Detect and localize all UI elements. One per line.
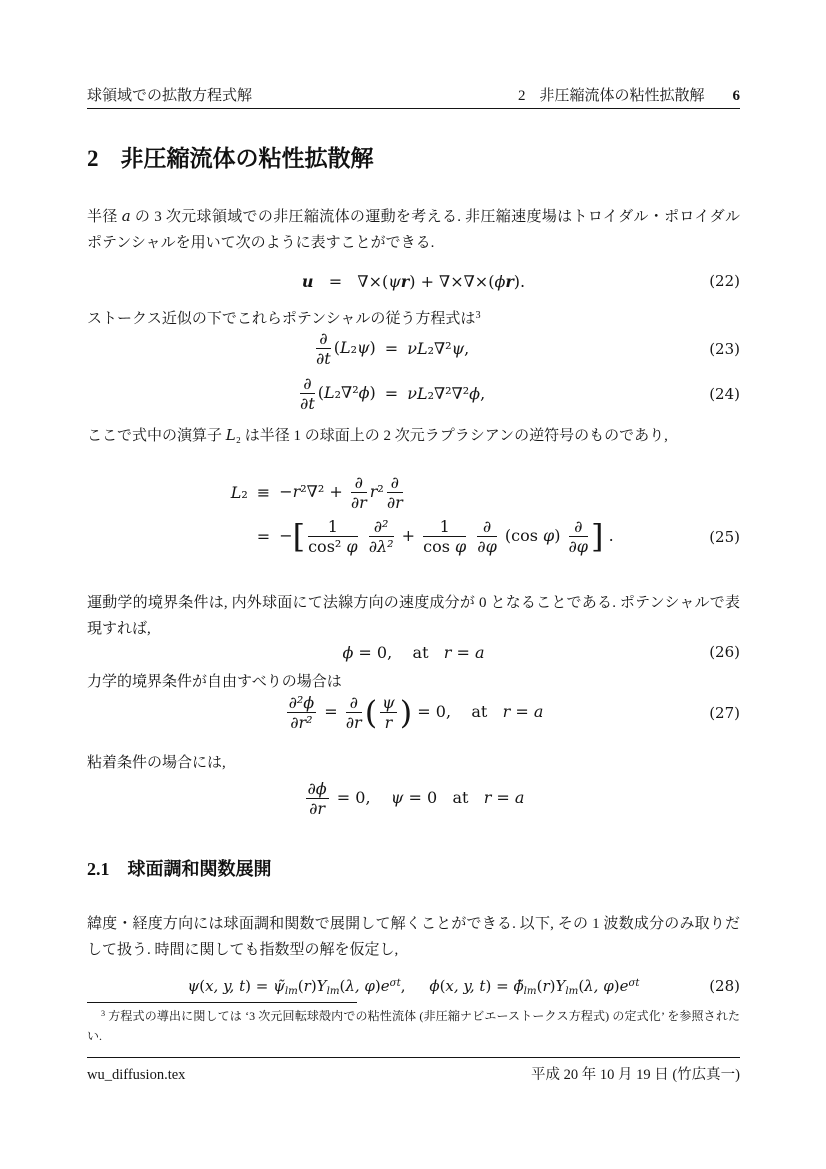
- section-2-1-number: 2.1: [87, 859, 110, 879]
- equation-26-body: ϕ = 0, at r = a: [342, 643, 485, 662]
- equation-noslip-body: $\frac{\partial\phi}{\partial r}$ = 0, ψ = 0 at r = a: [307, 779, 525, 818]
- equation-28-number: (28): [709, 976, 740, 995]
- equation-24-rhs: νL₂∇²∇²ϕ,: [407, 384, 486, 403]
- footer-rule: [87, 1057, 740, 1058]
- paragraph-intro: 半径 a の 3 次元球領域での非圧縮流体の運動を考える. 非圧縮速度場はトロイダル・ポロイダルポテンシャルを用いて次のように表すことができる.: [87, 207, 740, 251]
- equation-27-number: (27): [709, 703, 740, 722]
- equation-23: [87, 330, 740, 367]
- equation-noslip-conditions: [87, 780, 740, 817]
- footer-filename: wu_diffusion.tex: [87, 1067, 186, 1083]
- page-header: [87, 84, 740, 105]
- equation-25-lhs: L₂: [230, 483, 248, 502]
- equation-26-number: (26): [709, 643, 740, 661]
- header-section-number: 2: [517, 88, 526, 104]
- equation-23-rhs: νL₂∇²ψ,: [407, 339, 470, 358]
- footnote: $^3$ 方程式の導出に関しては ‘3 次元回転球殻内での粘性流体 (非圧縮ナビエーストークス方程式) の定式化’ を参照されたい.: [87, 1008, 740, 1043]
- header-running-title: 球領域での拡散方程式解: [87, 88, 253, 104]
- section-2-heading: [87, 140, 740, 173]
- section-2-title: 非圧縮流体の粘性拡散解: [120, 146, 374, 171]
- equation-26: [87, 642, 740, 662]
- paragraph-stokes: ストークス近似の下でこれらポテンシャルの従う方程式は$^3$: [87, 309, 481, 327]
- equation-22: [87, 271, 740, 291]
- paragraph-harmonics: 緯度・経度方向には球面調和関数で展開して解くことができる. 以下, その 1 波数成分のみ取りだして扱う. 時間に関しても指数型の解を仮定し,: [87, 916, 740, 958]
- equation-23-number: (23): [709, 339, 740, 358]
- equation-23-lhs: $\frac{\partial}{\partial t}$ (L₂ψ): [316, 329, 376, 368]
- section-2-1-title: 球面調和関数展開: [127, 859, 272, 879]
- header-section-title: 非圧縮流体の粘性拡散解: [539, 88, 705, 104]
- equation-25-relation-1: ≡: [256, 483, 271, 502]
- paragraph-operator: ここで式中の演算子 L₂ は半径 1 の球面上の 2 次元ラプラシアンの逆符号のものであり,: [87, 426, 668, 444]
- paragraph-kinematic-bc: 運動学的境界条件は, 内外球面にて法線方向の速度成分が 0 となることである. ポテンシャルで表現すれば,: [87, 595, 740, 637]
- header-right: [518, 84, 740, 105]
- equation-23-relation: =: [384, 339, 399, 358]
- header-rule: [87, 108, 740, 109]
- equation-25-relation-2: =: [256, 527, 271, 546]
- equation-22-number: (22): [709, 272, 740, 290]
- equation-25-line1: [87, 474, 740, 511]
- footnote-rule: [87, 1002, 357, 1003]
- equation-22-body: u = ∇×(ψr) + ∇×∇×(ϕr).: [301, 272, 526, 291]
- equation-28-body: ψ(x, y, $t) = \psĩ_{lm}(r)Y_{lm}(\lambda$, $\varphi)e^{\sigma t}$, ϕ(x, y, $t) = \phĩ_{lm}(r)Y_{lm}(\lambda$, $\varphi)e^{\sigma t}$: [187, 977, 640, 998]
- page-footer: [87, 1063, 740, 1084]
- equation-24-lhs: $\frac{\partial}{\partial t}$ (L₂∇²ϕ): [300, 374, 376, 413]
- equation-28: [87, 976, 740, 998]
- paragraph-freeslip: 力学的境界条件が自由すべりの場合は: [87, 674, 342, 690]
- header-page-number: 6: [732, 88, 740, 104]
- equation-27: [87, 694, 740, 731]
- section-2-number: 2: [87, 146, 99, 171]
- footer-date-author: 平成 20 年 10 月 19 日 (竹広真一): [530, 1067, 740, 1083]
- equation-25-number: (25): [709, 527, 740, 546]
- equation-24-number: (24): [709, 384, 740, 403]
- equation-24: [87, 375, 740, 412]
- equation-25-line2: [87, 518, 740, 555]
- section-2-1-heading: [87, 855, 740, 881]
- equation-27-body: $\frac{\text{∂²ϕ}}{\text{∂r²}}$ = $\frac{\partial}{\partial r}$ ( $\frac{\psi}{r}$ ) = 0, at r = a: [288, 693, 544, 732]
- paragraph-noslip: 粘着条件の場合には,: [87, 755, 226, 771]
- equation-25-rhs-2: −[ $\frac{1}{\text{cos² φ}}$ $\frac{\text{∂²}}{\text{∂λ²}}$ + $\frac{1}{\text{cos φ}}$ $\frac{\partial}{\partial\varphi}$ (cos φ) $\frac{\partial}{\partial\varphi}$ ] .: [279, 517, 614, 556]
- equation-25-rhs-1: −r²∇² + $\frac{\partial}{\partial r}$ r² $\frac{\partial}{\partial r}$: [279, 473, 403, 512]
- equation-24-relation: =: [384, 384, 399, 403]
